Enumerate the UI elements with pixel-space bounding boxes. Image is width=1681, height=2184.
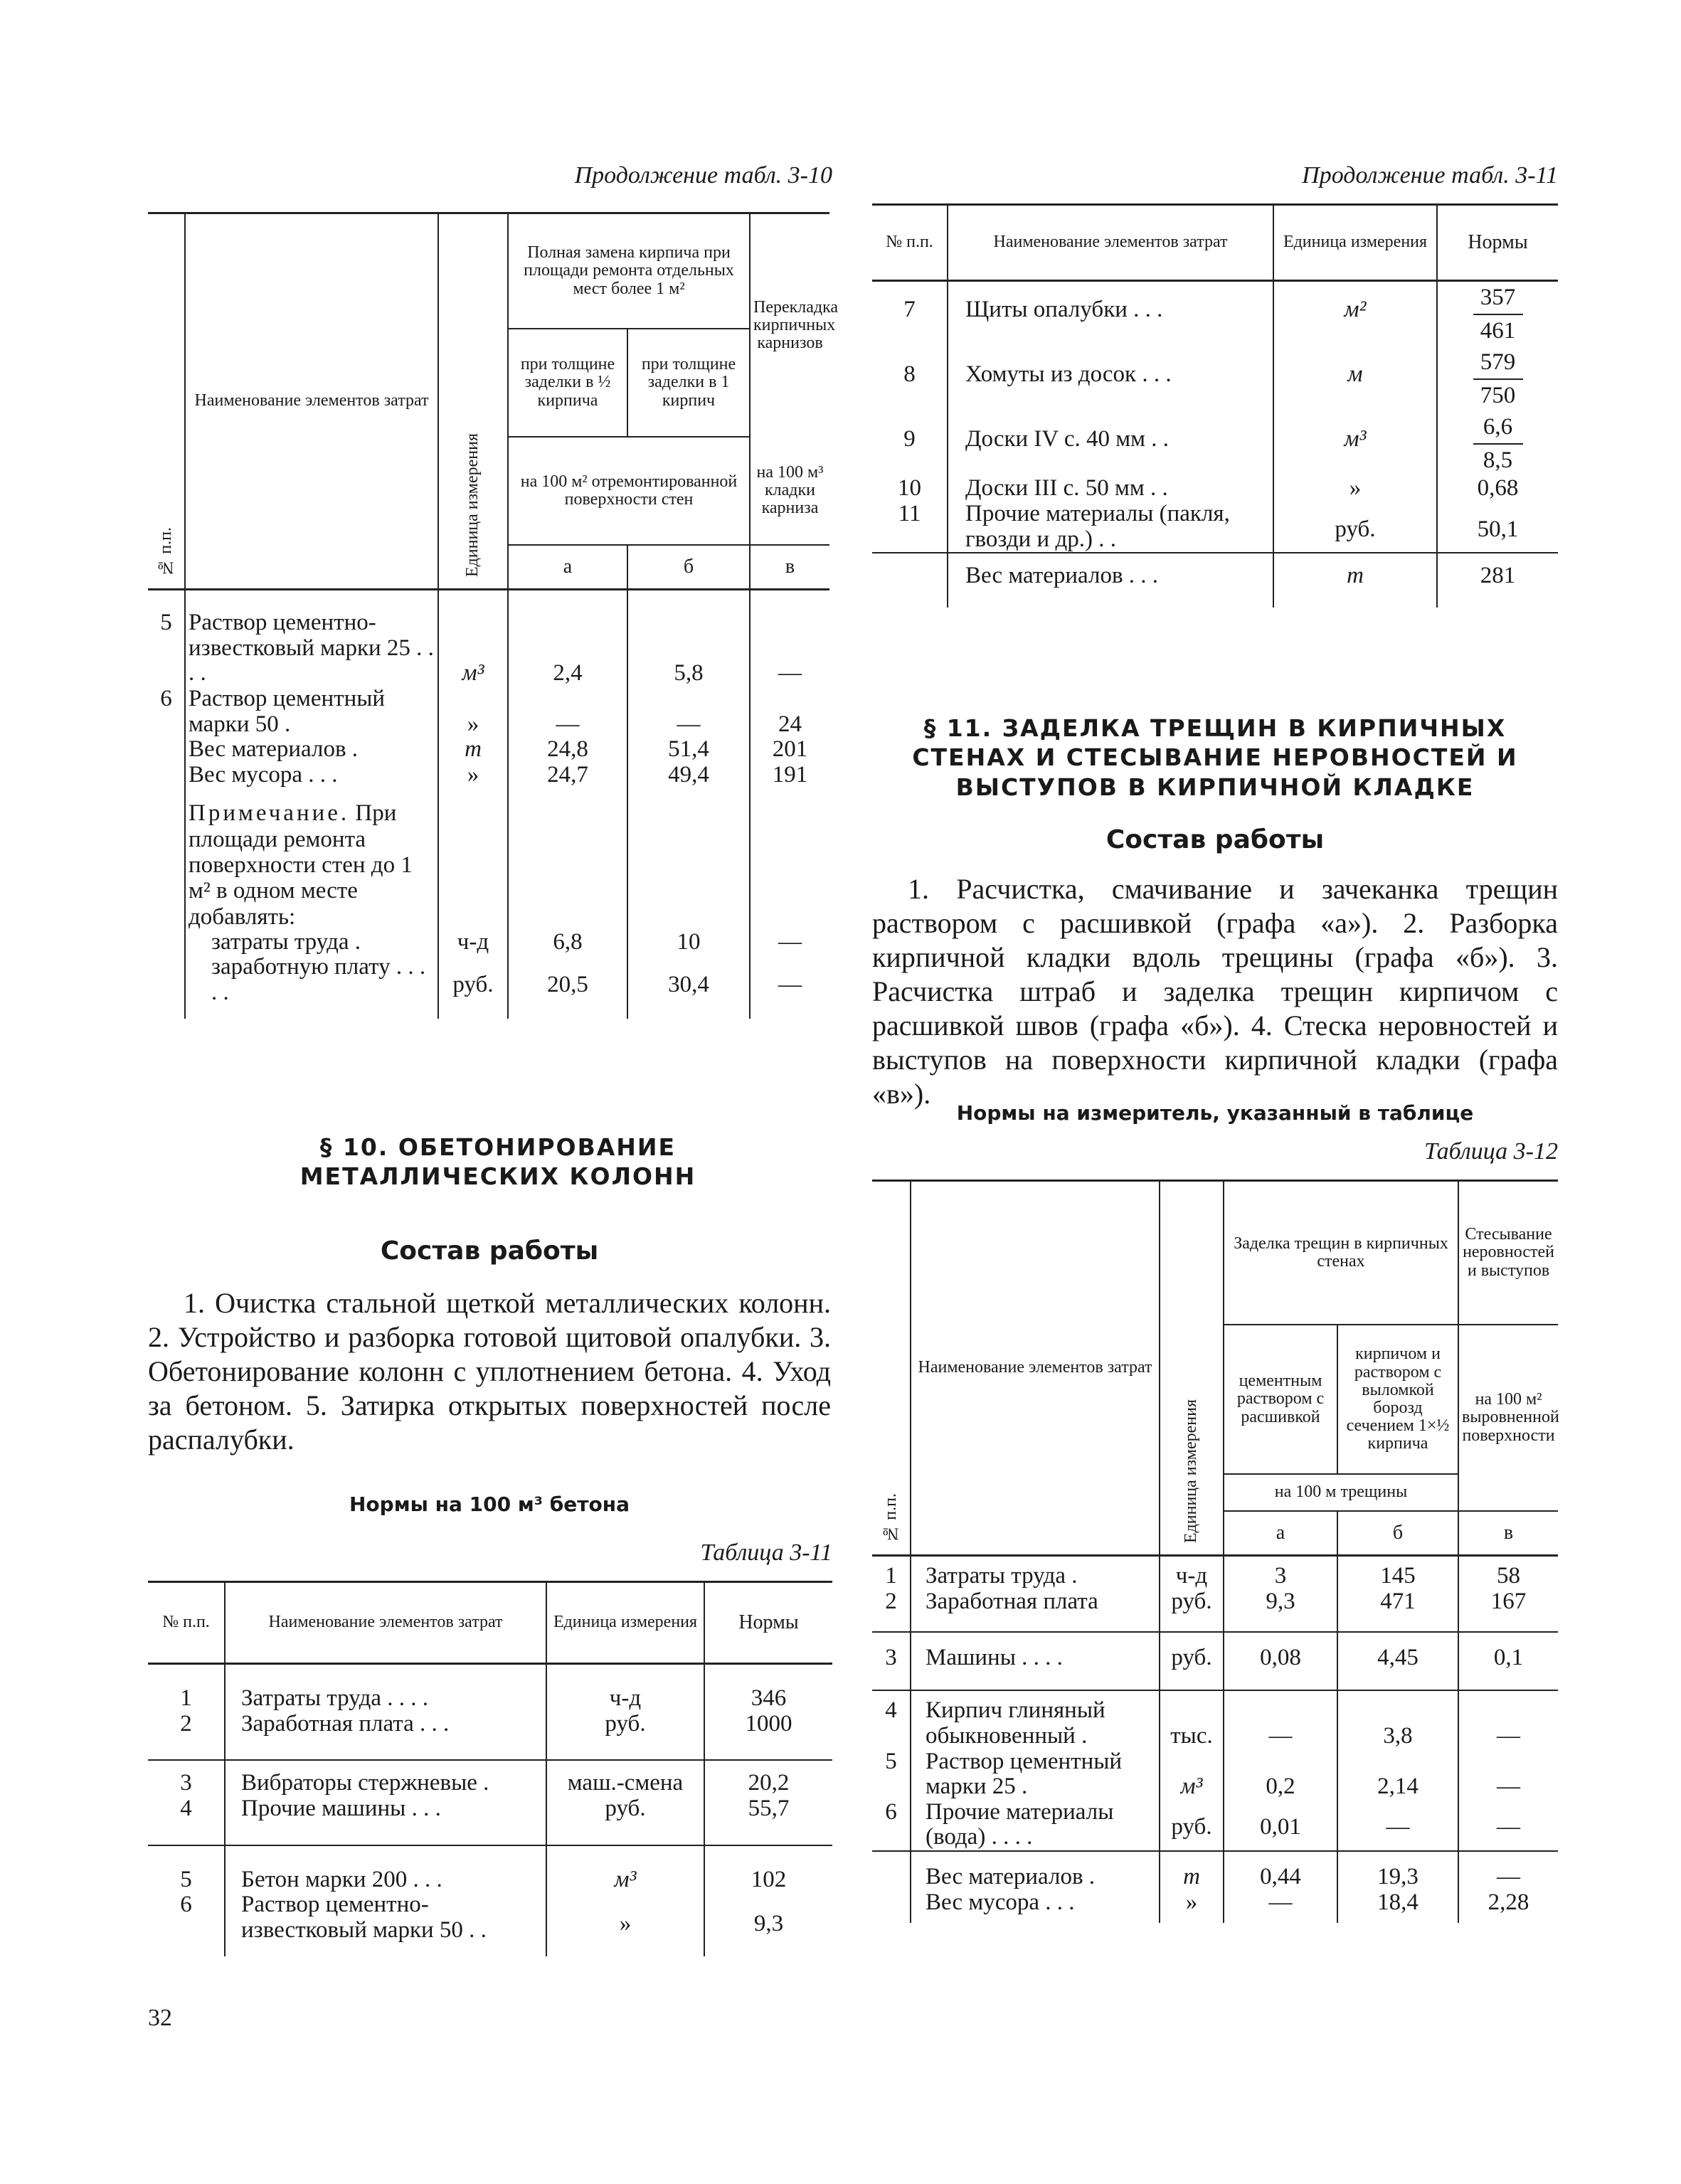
header-unit: Единица измерения bbox=[1182, 1399, 1201, 1543]
table-row: 4 Прочие машины . . . руб. 55,7 bbox=[148, 1796, 832, 1845]
table-row: 6 Раствор цементно-известковый марки 50 . . » 9,3 bbox=[148, 1892, 832, 1956]
header-name: Наименование элементов затрат bbox=[225, 1582, 546, 1664]
header-per-100-surface: на 100 м² выровненной поверхности bbox=[1458, 1325, 1558, 1511]
table-row: 5 Бетон марки 200 . . . м³ 102 bbox=[148, 1845, 832, 1893]
table-row: Вес мусора . . . » 24,7 49,4 191 bbox=[148, 763, 829, 788]
table-3-12 bbox=[872, 1180, 1558, 1923]
table-row: 1 Затраты труда . ч-д 3 145 58 bbox=[872, 1556, 1558, 1589]
table-row: заработную плату . . . . . руб. 20,5 30,4 — bbox=[148, 955, 829, 1019]
header-norm: Нормы bbox=[704, 1582, 832, 1664]
table-row: 3 Машины . . . . руб. 0,08 4,45 0,1 bbox=[872, 1632, 1558, 1690]
note-text: При площади ремонта поверхности стен до 1 м² в одном месте добавлять: bbox=[189, 800, 413, 930]
header-name: Наименование элементов затрат bbox=[911, 1181, 1160, 1556]
table-label-3-12: Таблица 3-12 bbox=[1424, 1138, 1558, 1165]
header-per-100-crack: на 100 м трещины bbox=[1224, 1474, 1458, 1511]
section-10-subtitle: Состав работы bbox=[380, 1236, 599, 1266]
header-name: Наименование элементов затрат bbox=[185, 213, 438, 590]
table-3-10 bbox=[148, 212, 839, 1019]
header-name: Наименование элементов затрат bbox=[948, 205, 1273, 281]
norms-caption-3-11: Нормы на 100 м³ бетона bbox=[349, 1493, 630, 1516]
col-v: в bbox=[1458, 1511, 1558, 1556]
header-brick-mortar: кирпичом и раствором с выломкой борозд сечением 1×½ кирпича bbox=[1337, 1325, 1458, 1474]
header-hewing: Стесывание неровностей и выступов bbox=[1458, 1181, 1558, 1325]
col-v: в bbox=[750, 545, 829, 590]
table-row: 6 Раствор цементный марки 50 . » — — 24 bbox=[148, 687, 829, 737]
table-row: 9 Доски IV с. 40 мм . . м³ $\frac{6,6}{8,5}$ bbox=[872, 411, 1558, 476]
header-one-brick: при толщине заделки в 1 кирпич bbox=[627, 329, 750, 437]
table-label-3-11: Таблица 3-11 bbox=[700, 1539, 832, 1566]
header-cement-mortar: цементным раствором с расшивкой bbox=[1224, 1325, 1337, 1474]
table-row: 7 Щиты опалубки . . . м² $\frac{357}{461}$ bbox=[872, 281, 1558, 347]
table-row: Вес материалов . т 0,44 19,3 — bbox=[872, 1851, 1558, 1890]
continuation-label-3-10: Продолжение табл. 3-10 bbox=[574, 162, 832, 189]
table-row: затраты труда . ч-д 6,8 10 — bbox=[148, 930, 829, 955]
header-unit: Единица измерения bbox=[546, 1582, 704, 1664]
col-b: б bbox=[627, 545, 750, 590]
header-unit: Единица измерения bbox=[1273, 205, 1437, 281]
header-no: № п.п. bbox=[156, 527, 175, 577]
table-row: 6 Прочие материалы (вода) . . . . руб. 0,01 — — bbox=[872, 1800, 1558, 1851]
header-half-brick: при толщине заделки в ½ кирпича bbox=[508, 329, 627, 437]
header-per-100-cornice: на 100 м³ кладки карниза bbox=[750, 437, 829, 545]
table-row: 5 Раствор цементно-известковый марки 25 . . . . м³ 2,4 5,8 — bbox=[148, 590, 829, 687]
col-b: б bbox=[1337, 1511, 1458, 1556]
norms-caption-3-12: Нормы на измеритель, указанный в таблице bbox=[956, 1101, 1474, 1125]
table-row: 10 Доски III с. 50 мм . . » 0,68 bbox=[872, 476, 1558, 502]
section-10-title: § 10. ОБЕТОНИРОВАНИЕ МЕТАЛЛИЧЕСКИХ КОЛОНН bbox=[299, 1133, 696, 1191]
header-norm: Нормы bbox=[1437, 205, 1558, 281]
continuation-label-3-11: Продолжение табл. 3-11 bbox=[1302, 162, 1558, 189]
table-row: Вес мусора . . . » — 18,4 2,28 bbox=[872, 1890, 1558, 1923]
header-full-replacement: Полная замена кирпича при площади ремонта отдельных мест более 1 м² bbox=[508, 213, 750, 329]
header-crack-repair: Заделка трещин в кирпичных стенах bbox=[1224, 1181, 1458, 1325]
col-a: а bbox=[508, 545, 627, 590]
table-row: 4 Кирпич глиняный обыкновенный . тыс. — 3,8 — bbox=[872, 1690, 1558, 1749]
header-no: № п.п. bbox=[162, 1613, 210, 1632]
header-unit: Единица измерения bbox=[463, 433, 482, 577]
table-3-11 bbox=[148, 1581, 832, 1956]
table-row: 11 Прочие материалы (пакля, гвозди и др.) . . руб. 50,1 bbox=[872, 502, 1558, 553]
header-per-100: на 100 м² отремонтированной поверхности стен bbox=[508, 437, 750, 545]
table-row: Вес материалов . . . т 281 bbox=[872, 553, 1558, 608]
table-row: 5 Раствор цементный марки 25 . м³ 0,2 2,14 — bbox=[872, 1749, 1558, 1800]
header-no: № п.п. bbox=[886, 233, 933, 252]
table-3-11-continued bbox=[872, 203, 1558, 608]
note-title: Примечание. bbox=[189, 800, 350, 827]
table-row: 2 Заработная плата . . . руб. 1000 bbox=[148, 1712, 832, 1761]
table-row: 3 Вибраторы стержневые . маш.-смена 20,2 bbox=[148, 1760, 832, 1796]
section-10-text: 1. Очистка стальной щеткой металлических колонн. 2. Устройство и разборка готовой щитовой опалубки. 3. Обетонирование колонн с уплотнением бетона. 4. Уход за бетоном. 5. Затирка открытых поверхностей после распалубки. bbox=[148, 1287, 831, 1456]
table-row: 8 Хомуты из досок . . . м $\frac{579}{750}$ bbox=[872, 346, 1558, 411]
header-no: № п.п. bbox=[881, 1493, 900, 1543]
section-11-text: 1. Расчистка, смачивание и зачеканка трещин раствором с расшивкой (графа «а»). 2. Разборка кирпичной кладки вдоль трещины (графа «б»). 3. Расчистка штраб и заделка трещин кирпичом с расшивкой швов (графа «б»). 4. Стеска неровностей и выступов на поверхности кирпичной кладки (графа «в»). bbox=[872, 873, 1558, 1110]
note-row bbox=[148, 788, 829, 929]
section-11-subtitle: Состав работы bbox=[1105, 825, 1325, 854]
table-row: 1 Затраты труда . . . . ч-д 346 bbox=[148, 1664, 832, 1712]
table-row: 2 Заработная плата руб. 9,3 471 167 bbox=[872, 1589, 1558, 1633]
col-a: а bbox=[1224, 1511, 1337, 1556]
section-11-title: § 11. ЗАДЕЛКА ТРЕЩИН В КИРПИЧНЫХ СТЕНАХ И СТЕСЫВАНИЕ НЕРОВНОСТЕЙ И ВЫСТУПОВ В КИРПИЧНОЙ КЛАДКЕ bbox=[912, 714, 1518, 801]
table-row: Вес материалов . т 24,8 51,4 201 bbox=[148, 737, 829, 763]
page-number: 32 bbox=[148, 2005, 172, 2031]
header-relay: Перекладка кирпичных карнизов bbox=[750, 213, 829, 438]
